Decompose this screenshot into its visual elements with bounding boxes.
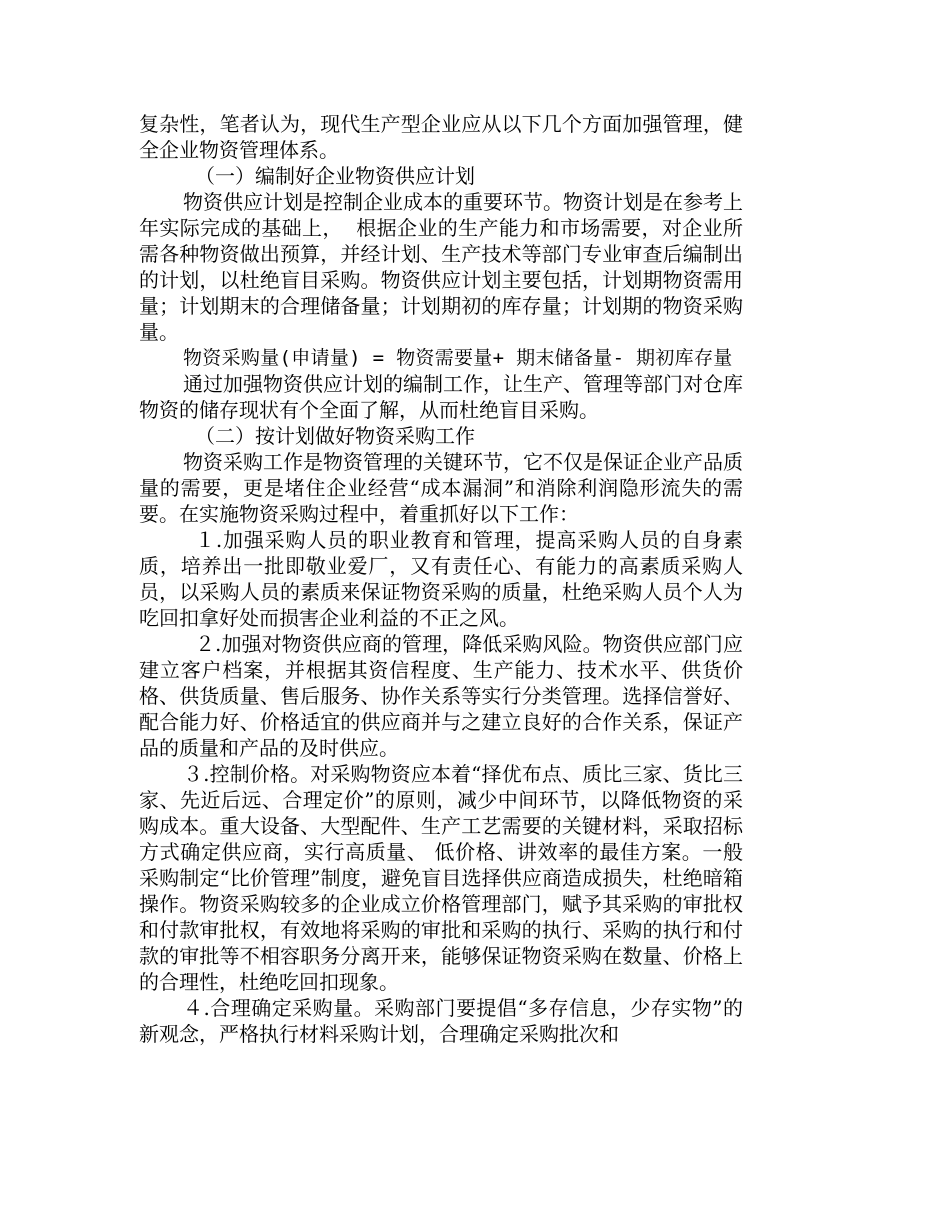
paragraph-supply-plan: 物资供应计划是控制企业成本的重要环节。物资计划是在参考上年实际完成的基础上， 根据企业的生产能力和市场需要，对企业所需各种物资做出预算，并经计划、生产技术等部门专业审查后编制出的计划，以杜绝盲目采购。物资供应计划主要包括，计划期物资需用量；计划期末的合理储备量；计划期初的库存量；计划期的物资采购量。 xyxy=(139,190,743,344)
list-item-2: ２.加强对物资供应商的管理，降低采购风险。物资供应部门应建立客户档案，并根据其资信程度、生产能力、技术水平、供货价格、供货质量、售后服务、协作关系等实行分类管理。选择信誉好、配合能力好、价格适宜的供应商并与之建立良好的合作关系，保证产品的质量和产品的及时供应。 xyxy=(139,632,743,760)
list-item-1: １.加强采购人员的职业教育和管理，提高采购人员的自身素质，培养出一批即敬业爱厂，又有责任心、有能力的高素质采购人员，以采购人员的素质来保证物资采购的质量，杜绝采购人员个人为吃回扣拿好处而损害企业利益的不正之风。 xyxy=(139,528,743,630)
paragraph-procurement: 物资采购工作是物资管理的关键环节，它不仅是保证企业产品质量的需要，更是堵住企业经营“成本漏洞”和消除利润隐形流失的需要。在实施物资采购过程中，着重抓好以下工作： xyxy=(139,450,743,526)
section-heading-1: （一）编制好企业物资供应计划 xyxy=(195,164,475,188)
section-heading-2: （二）按计划做好物资采购工作 xyxy=(195,424,475,448)
list-item-4: ４.合理确定采购量。采购部门要提倡“多存信息，少存实物”的新观念，严格执行材料采购计划，合理确定采购批次和 xyxy=(139,996,743,1046)
list-item-3: ３.控制价格。对采购物资应本着“择优布点、质比三家、货比三家、先近后远、合理定价”的原则，减少中间环节，以降低物资的采购成本。重大设备、大型配件、生产工艺需要的关键材料，采取招标方式确定供应商，实行高质量、 低价格、讲效率的最佳方案。一般采购制定“比价管理”制度，避免盲目选择供应商造成损失，杜绝暗箱操作。物资采购较多的企业成立价格管理部门，赋予其采购的审批权和付款审批权，有效地将采购的审批和采购的执行、采购的执行和付款的审批等不相容职务分离开来，能够保证物资采购在数量、价格上的合理性，杜绝吃回扣现象。 xyxy=(139,762,743,994)
document-body xyxy=(139,111,743,1047)
formula-line: 物资采购量(申请量) = 物资需要量+ 期末储备量- 期初库存量 xyxy=(183,347,733,369)
paragraph-intro: 复杂性，笔者认为，现代生产型企业应从以下几个方面加强管理，健全企业物资管理体系。 xyxy=(139,112,743,162)
paragraph-plan-effect: 通过加强物资供应计划的编制工作，让生产、管理等部门对仓库物资的储存现状有个全面了解，从而杜绝盲目采购。 xyxy=(139,372,743,422)
